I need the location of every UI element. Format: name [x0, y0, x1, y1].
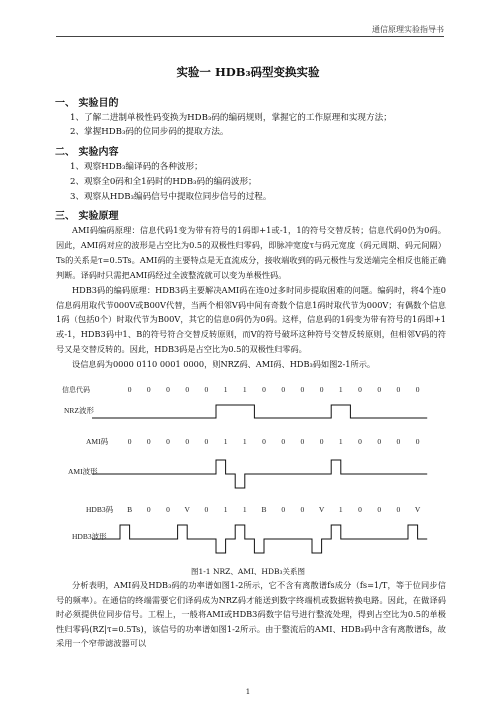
- info-bit-8: 0: [281, 385, 286, 394]
- ami-code-2: 0: [166, 437, 170, 446]
- ami-waveform: [92, 460, 427, 488]
- paragraph-example: 设信息码为0000 0110 0001 0000，则NRZ码、AMI码、HDB₃码如图2-1所示。: [72, 359, 376, 370]
- page-number: 1: [245, 688, 251, 696]
- objective-item-2: 2、掌握HDB₃码的位同步码的提取方法。: [70, 127, 229, 137]
- info-bit-4: 0: [204, 385, 209, 394]
- info-bit-2: 0: [166, 385, 170, 394]
- hdb3-code-3: V: [184, 505, 190, 514]
- hdb3-code-0: B: [127, 505, 133, 514]
- section-principle-heading: 三、 实验原理: [55, 211, 119, 222]
- info-bit-15: 0: [415, 385, 420, 394]
- content-item-1: 1、观察HDB₃编译码的各种波形；: [70, 162, 203, 172]
- ami-code-10: 0: [319, 437, 324, 446]
- hdb3-code-1: 0: [146, 505, 151, 514]
- paragraph-ami: AMI码编码原理：信息代码1变为带有符号的1码即+1或-1，1的符号交替反转；信息代码0仍为0码。因此，AMI码对应的波形是占空比为0.5的双极性归零码，即脉冲宽度τ与码元宽度（码元周期、码元间隔）Ts的关系是τ=0.5Ts。AMI码的主要特点是无直流成分，接收端收到的码元极性与发送端完全相反也能正确判断。译码时只需把AMI码经过全波整流就可以变为单极性码。: [56, 225, 446, 280]
- ami-code-9: 0: [300, 437, 305, 446]
- objective-item-1: 1、了解二进制单极性码变换为HDB₃码的编码规则，掌握它的工作原理和实现方法；: [70, 113, 392, 123]
- content-item-2: 2、观察全0码和全1码时的HDB₃码的编码波形；: [70, 177, 257, 187]
- ami-wave-label: AMI波形: [68, 467, 98, 476]
- ami-code-12: 0: [358, 437, 362, 446]
- content-item-3: 3、观察从HDB₃编码信号中提取位同步信号的过程。: [70, 192, 272, 202]
- hdb3-code-6: 1: [242, 505, 247, 514]
- hdb3-code-11: 1: [338, 505, 343, 514]
- ami-code-label: AMI码: [86, 437, 109, 446]
- hdb3-code-8: 0: [281, 505, 286, 514]
- paragraph-hdb3: HDB3码的编码原理：HDB3码主要解决AMI码在连0过多时同步提取困难的问题。编码时，将4个连0信息码用取代节000V或B00V代替，当两个相邻V码中间有奇数个信息1码时取代节为000V；有偶数个信息1码（包括0个）时取代节为B00V，其它的信息0码仍为0码。这样，信息码的1码变为带有符号的1码即+1或-1，HDB3码中1、B的符号符合交替反转原则，而V的符号破坏这种符号交替反转原则，但相邻V码的符号又是交替反转的。因此，HDB3码是占空比为0.5的双极性归零码。: [56, 284, 446, 355]
- info-bit-3: 0: [185, 385, 190, 394]
- ami-code-1: 0: [146, 437, 151, 446]
- ami-code-15: 0: [415, 437, 420, 446]
- info-bit-1: 0: [146, 385, 151, 394]
- hdb3-code-10: V: [318, 505, 325, 514]
- hdb3-code-9: 0: [300, 505, 305, 514]
- hdb3-code-13: 0: [377, 505, 382, 514]
- hdb3-code-15: V: [414, 505, 421, 514]
- hdb3-code-5: 1: [223, 505, 228, 514]
- hdb3-code-label: HDB3码: [86, 505, 114, 514]
- info-bit-5: 1: [223, 385, 228, 394]
- nrz-waveform: [92, 405, 427, 418]
- ami-code-8: 0: [281, 437, 286, 446]
- info-bit-12: 0: [358, 385, 362, 394]
- ami-code-14: 0: [396, 437, 401, 446]
- info-bit-0: 0: [127, 385, 132, 394]
- ami-code-6: 1: [242, 437, 247, 446]
- info-bit-7: 0: [262, 385, 266, 394]
- hdb3-code-7: B: [261, 505, 267, 514]
- hdb3-code-2: 0: [166, 505, 170, 514]
- info-bit-6: 1: [242, 385, 247, 394]
- info-bit-13: 0: [377, 385, 382, 394]
- ami-code-11: 1: [338, 437, 343, 446]
- section-objectives-heading: 一、 实验目的: [55, 98, 119, 109]
- info-bit-11: 1: [338, 385, 343, 394]
- info-bit-10: 0: [319, 385, 324, 394]
- hdb3-code-4: 0: [204, 505, 209, 514]
- ami-code-5: 1: [223, 437, 228, 446]
- hdb3-wave-label: HDB3波形: [72, 532, 107, 541]
- ami-code-4: 0: [204, 437, 209, 446]
- info-bit-9: 0: [300, 385, 305, 394]
- hdb3-waveform: [92, 525, 427, 553]
- nrz-label: NRZ波形: [64, 406, 94, 415]
- hdb3-code-12: 0: [358, 505, 362, 514]
- info-code-label: 信息代码: [62, 386, 90, 394]
- paragraph-analysis: 分析表明，AMI码及HDB₃码的功率谱如图1-2所示，它不含有离散谱fs成分（fs=1/T，等于位同步信号的频率）。在通信的终端需要它们译码成为NRZ码才能送到数字终端机或数据转换电路。因此，在做译码时必须提供位同步信号。工程上，一般将AMI或HDB3码数字信号进行整流处理，得到占空比为0.5的单极性归零码(RZ|τ=0.5Ts)，该信号的功率谱如图1-2所示。由于整流后的AMI、HDB₃码中含有离散谱fs，故采用一个窄带滤波器可以: [56, 580, 446, 648]
- ami-code-13: 0: [377, 437, 382, 446]
- info-bit-14: 0: [396, 385, 401, 394]
- ami-code-7: 0: [262, 437, 266, 446]
- hdb3-code-14: 0: [396, 505, 401, 514]
- ami-code-0: 0: [127, 437, 132, 446]
- section-content-heading: 二、 实验内容: [55, 147, 119, 158]
- ami-code-3: 0: [185, 437, 190, 446]
- figure-caption: 图1-1 NRZ、AMI、HDB₃关系图: [190, 567, 305, 576]
- running-header: 通信原理实验指导书: [372, 25, 444, 34]
- page-title: 实验一 HDB₃码型变换实验: [176, 65, 320, 79]
- analysis-text: [56, 578, 446, 651]
